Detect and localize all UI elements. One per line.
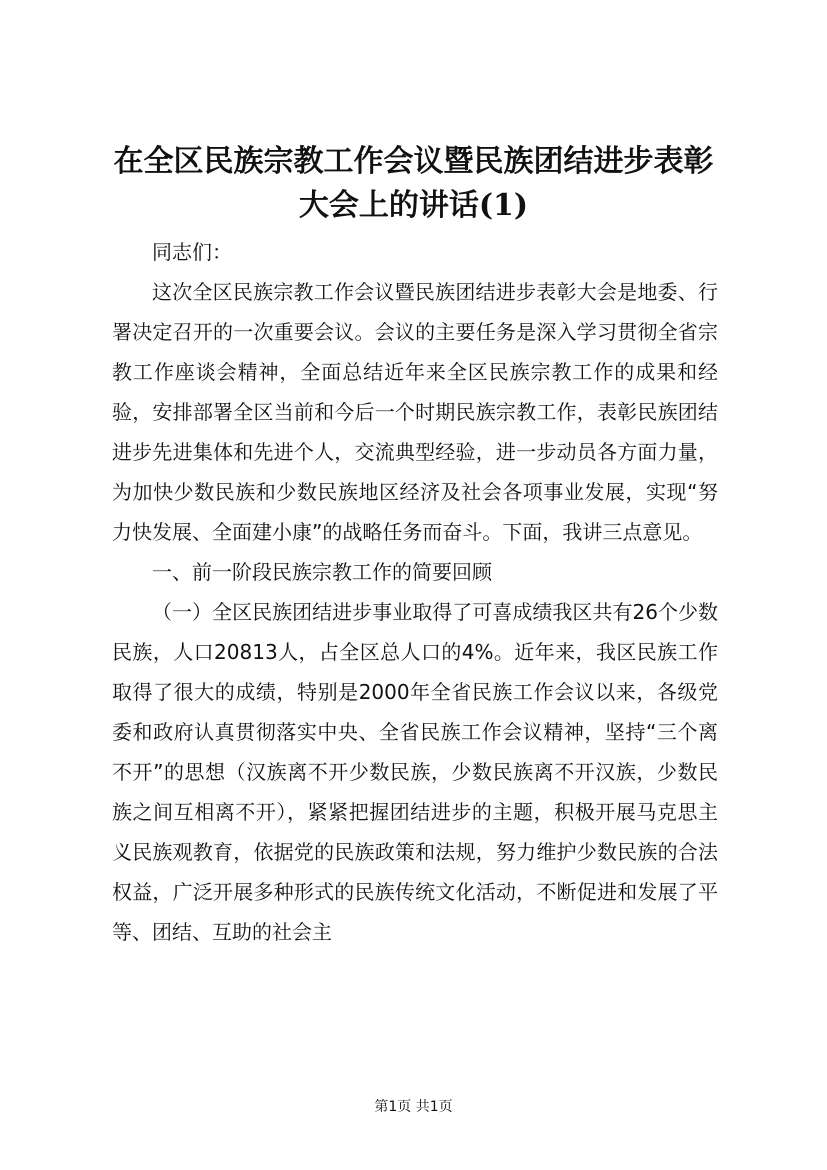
page-number-label: 第1页 共1页 [374, 1099, 453, 1115]
section-paragraph: （一）全区民族团结进步事业取得了可喜成绩我区共有26个少数民族，人口20813人，占全区总人口的4%。近年来，我区民族工作取得了很大的成绩，特别是2000年全省民族工作会议以来，各级党委和政府认真贯彻落实中央、全省民族工作会议精神，坚持“三个离不开”的思想（汉族离不开少数民族，少数民族离不开汉族，少数民族之间互相离不开），紧紧把握团结进步的主题，积极开展马克思主义民族观教育，依据党的民族政策和法规，努力维护少数民族的合法权益，广泛开展多种形式的民族传统文化活动，不断促进和发展了平等、团结、互助的社会主 [112, 600, 718, 944]
document-title: 在全区民族宗教工作会议暨民族团结进步表彰大会上的讲话(1) [113, 144, 714, 223]
salutation-paragraph: 同志们： [152, 240, 232, 264]
section-heading: 一、前一阶段民族宗教工作的简要回顾 [152, 560, 492, 584]
page-footer [0, 1097, 827, 1117]
document-body [112, 232, 718, 952]
intro-paragraph: 这次全区民族宗教工作会议暨民族团结进步表彰大会是地委、行署决定召开的一次重要会议。会议的主要任务是深入学习贯彻全省宗教工作座谈会精神，全面总结近年来全区民族宗教工作的成果和经验，安排部署全区当前和今后一个时期民族宗教工作，表彰民族团结进步先进集体和先进个人，交流典型经验，进一步动员各方面力量，为加快少数民族和少数民族地区经济及社会各项事业发展，实现“努力快发展、全面建小康”的战略任务而奋斗。下面，我讲三点意见。 [112, 280, 718, 544]
